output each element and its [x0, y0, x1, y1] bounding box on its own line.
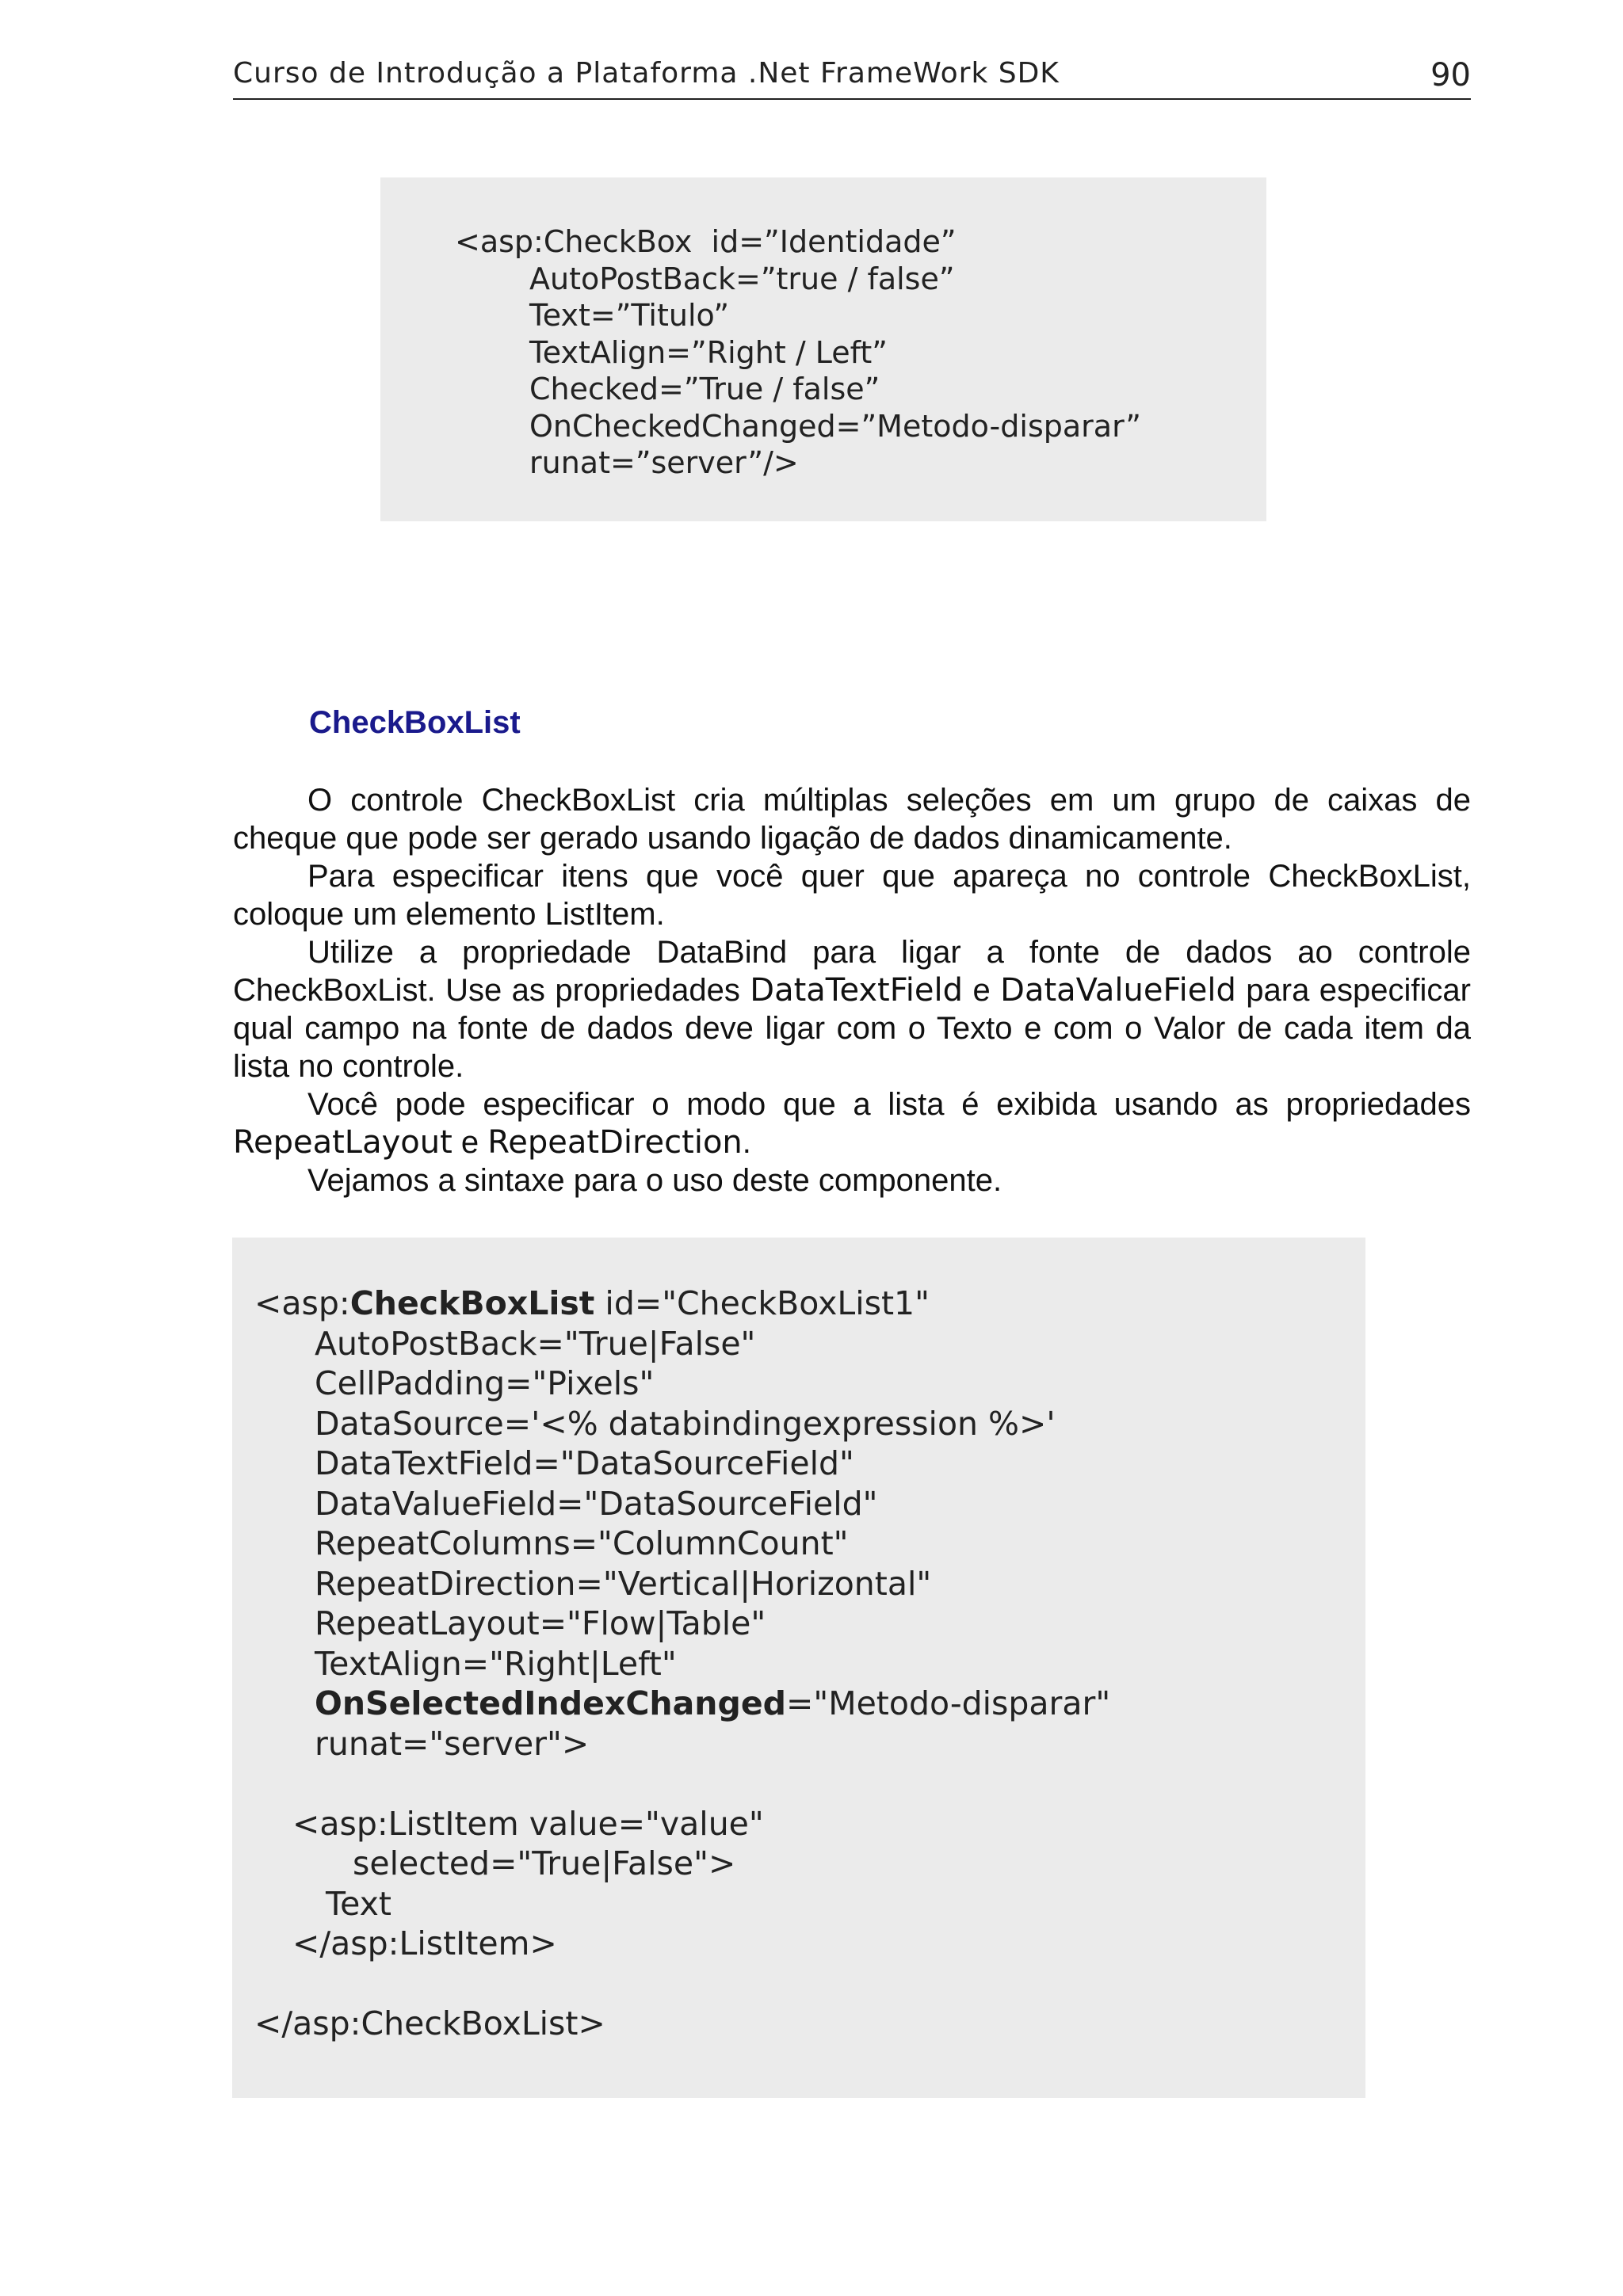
code-line: Text=”Titulo”: [529, 298, 730, 333]
property-name: RepeatDirection: [487, 1124, 743, 1161]
property-name: DataTextField: [750, 972, 964, 1009]
code-line: DataValueField="DataSourceField": [315, 1484, 878, 1523]
section-heading: CheckBoxList: [309, 705, 521, 740]
text-run: para especificar qual campo na fonte de dados deve ligar com o Texto e com o Valor de cada item da lista no controle.: [233, 973, 1471, 1084]
text-run: e: [452, 1125, 488, 1160]
blank-line: [254, 1764, 1365, 1804]
code-line: DataSource='<% databindingexpression %>': [315, 1404, 1056, 1443]
code-line: runat=”server”/>: [529, 445, 799, 480]
code-line: selected="True|False">: [353, 1844, 736, 1882]
code-line: <asp:ListItem value="value": [292, 1804, 764, 1843]
code-token: ="Metodo-disparar": [785, 1684, 1111, 1722]
code-line: RepeatColumns="ColumnCount": [315, 1524, 849, 1562]
code-line: runat="server">: [315, 1724, 590, 1763]
code-line: AutoPostBack="True|False": [315, 1324, 756, 1363]
checkboxlist-syntax-code-block: [232, 1238, 1365, 2098]
code-token: CheckBoxList: [349, 1284, 595, 1322]
text-run: e: [963, 973, 1001, 1008]
code-line: RepeatLayout="Flow|Table": [315, 1604, 766, 1642]
text-run: .: [742, 1125, 751, 1160]
paragraph: [233, 1085, 1471, 1161]
page-header: [233, 57, 1471, 100]
body-text: [233, 781, 1471, 1199]
property-name: DataValueField: [1000, 972, 1236, 1009]
property-name: RepeatLayout: [233, 1124, 453, 1161]
code-line: CellPadding="Pixels": [315, 1364, 655, 1402]
text-run: Você pode especificar o modo que a lista é exibida usando as propriedades: [307, 1087, 1471, 1122]
code-line: Checked=”True / false”: [529, 372, 880, 406]
code-line: DataTextField="DataSourceField": [315, 1444, 854, 1482]
text-run: Utilize a propriedade DataBind para ligar a fonte de dados ao controle CheckBoxList. Use as propriedades: [233, 935, 1471, 1008]
code-line: Text: [326, 1884, 391, 1923]
code-token: <asp:: [254, 1284, 350, 1322]
blank-line: [254, 1964, 1365, 2004]
code-line: [254, 1283, 1365, 1324]
code-line: TextAlign="Right|Left": [315, 1644, 677, 1683]
code-line: RepeatDirection="Vertical|Horizontal": [315, 1564, 932, 1603]
paragraph: [233, 933, 1471, 1085]
code-token: id="CheckBoxList1": [594, 1284, 930, 1322]
code-line: </asp:CheckBoxList>: [254, 2004, 605, 2042]
code-line: OnCheckedChanged=”Metodo-disparar”: [529, 408, 1141, 444]
code-line: [254, 1684, 1365, 1724]
header-title: Curso de Introdução a Plataforma .Net FrameWork SDK: [233, 57, 1060, 90]
page-number: 90: [1430, 57, 1471, 93]
paragraph: Vejamos a sintaxe para o uso deste componente.: [307, 1163, 1002, 1198]
code-token: OnSelectedIndexChanged: [315, 1684, 786, 1722]
code-line: </asp:ListItem>: [292, 1924, 557, 1962]
paragraph: Para especificar itens que você quer que apareça no controle CheckBoxList, coloque um elemento ListItem.: [233, 859, 1471, 932]
code-line: AutoPostBack=”true / false”: [529, 261, 955, 296]
paragraph: O controle CheckBoxList cria múltiplas seleções em um grupo de caixas de cheque que pode ser gerado usando ligação de dados dinamicamente.: [233, 783, 1471, 856]
code-line: <asp:CheckBox id=”Identidade”: [455, 224, 957, 259]
code-line: TextAlign=”Right / Left”: [529, 334, 888, 370]
checkbox-syntax-code-block: [380, 177, 1266, 521]
